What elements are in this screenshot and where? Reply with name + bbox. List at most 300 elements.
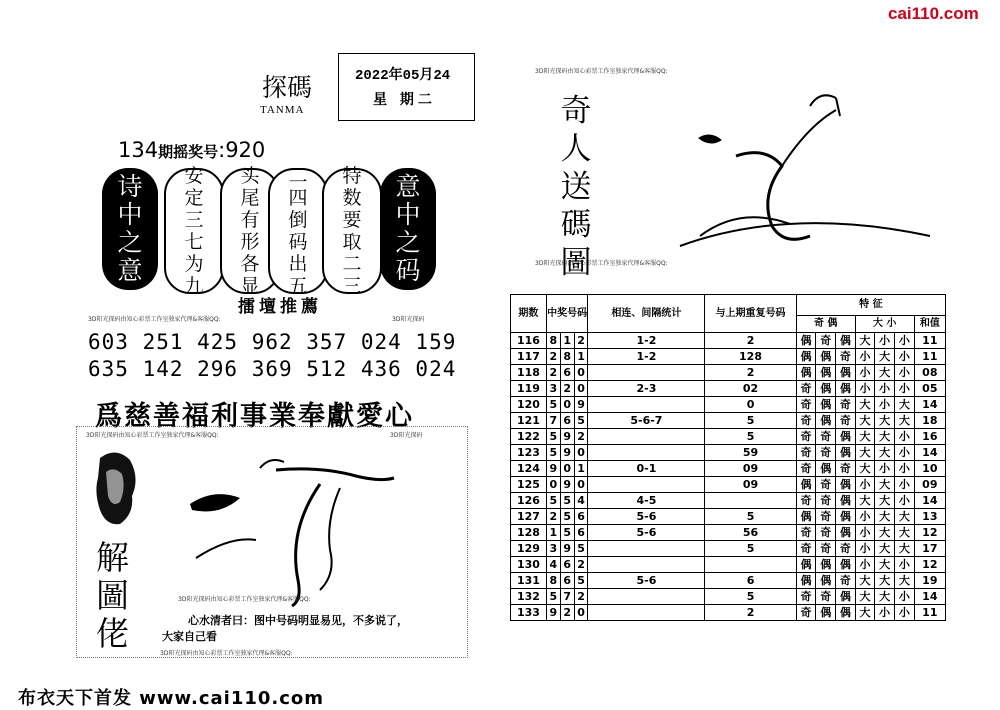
cell-digit: 7 [546,413,560,429]
cell-big-small: 大 [895,413,915,429]
draw-issue: 134 [118,138,159,162]
cell-repeat: 09 [705,461,796,477]
cell-digit: 2 [574,333,588,349]
cell-odd-even: 偶 [836,445,856,461]
cell-digit: 7 [560,589,574,605]
draw-history-table [510,294,946,621]
cell-period: 124 [511,461,547,477]
cell-digit: 9 [574,397,588,413]
cell-big-small: 小 [855,477,875,493]
qiren-char: 送 [560,169,592,205]
col-big-small: 大 小 [855,316,914,333]
banner-char: 中 [395,200,421,229]
cell-big-small: 小 [895,333,915,349]
cell-odd-even: 奇 [836,413,856,429]
cell-repeat: 5 [705,429,796,445]
cell-big-small: 大 [895,397,915,413]
cell-digit: 0 [560,397,574,413]
table-row [511,557,946,573]
cell-big-small: 小 [895,349,915,365]
cell-digit: 1 [574,461,588,477]
cell-odd-even: 奇 [836,349,856,365]
cell-consecutive: 1-2 [588,333,705,349]
cell-repeat: 02 [705,381,796,397]
cell-odd-even: 奇 [796,541,816,557]
cell-consecutive [588,397,705,413]
table-row [511,589,946,605]
col-features: 特 征 [796,295,945,316]
cell-digit: 5 [546,429,560,445]
jietu-note-bottom: 3D阳光探码由知心彩票工作室独家代理&客服QQ: [178,596,311,603]
cell-digit: 6 [560,413,574,429]
cell-odd-even: 偶 [796,557,816,573]
cell-consecutive: 0-1 [588,461,705,477]
cell-digit: 5 [546,445,560,461]
jietu-char-1: 解 [96,538,129,577]
cell-odd-even: 偶 [836,605,856,621]
cell-sum: 08 [914,365,945,381]
cell-digit: 5 [560,525,574,541]
jietu-note-short: 3D阳光探码 [390,432,423,439]
cell-big-small: 大 [875,349,895,365]
poem-line-3 [268,165,328,297]
cell-odd-even: 奇 [796,381,816,397]
cell-odd-even: 偶 [836,333,856,349]
cell-sum: 16 [914,429,945,445]
jietu-note-footer: 3D阳光探码由知心彩票工作室独家代理&客服QQ: [160,650,293,657]
cell-digit: 0 [574,477,588,493]
cell-big-small: 大 [875,477,895,493]
cell-odd-even: 偶 [816,573,836,589]
cell-repeat: 5 [705,509,796,525]
cell-consecutive [588,429,705,445]
cell-big-small: 大 [875,557,895,573]
draw-label: 期摇奖号 [158,143,219,161]
cell-period: 117 [511,349,547,365]
cell-odd-even: 偶 [836,525,856,541]
cell-repeat: 5 [705,413,796,429]
cell-sum: 11 [914,605,945,621]
cell-repeat: 5 [705,589,796,605]
cell-digit: 2 [546,509,560,525]
banner-char: 意 [395,172,421,201]
cell-big-small: 小 [875,605,895,621]
cell-digit: 5 [546,397,560,413]
cell-big-small: 小 [875,381,895,397]
poem-char: 有 [240,209,260,231]
cell-digit: 8 [546,573,560,589]
cell-period: 128 [511,525,547,541]
cell-big-small: 小 [875,461,895,477]
cell-digit: 5 [560,509,574,525]
cell-digit: 5 [574,413,588,429]
cell-big-small: 小 [895,557,915,573]
cell-digit: 5 [574,573,588,589]
cell-odd-even: 偶 [836,493,856,509]
old-man-portrait-icon [90,448,142,528]
cell-big-small: 大 [875,573,895,589]
cell-odd-even: 奇 [816,445,836,461]
poem-char: 七 [184,231,204,253]
right-banner [380,168,436,290]
cell-odd-even: 奇 [816,589,836,605]
banner-char: 码 [395,256,421,285]
cell-period: 126 [511,493,547,509]
poem-char: 九 [184,275,204,297]
cell-digit: 9 [546,605,560,621]
poem-char: 三 [184,209,204,231]
cell-big-small: 小 [895,493,915,509]
cell-odd-even: 奇 [816,541,836,557]
poem-char: 显 [240,275,260,297]
cell-digit: 0 [546,477,560,493]
cell-odd-even: 奇 [836,397,856,413]
qiren-title [556,92,596,282]
cell-big-small: 小 [895,429,915,445]
cell-sum: 13 [914,509,945,525]
cell-odd-even: 奇 [836,461,856,477]
recommend-note-short: 3D阳光探码 [392,316,425,323]
cell-big-small: 小 [855,381,875,397]
table-row [511,525,946,541]
table-row [511,541,946,557]
poem-char: 要 [342,209,362,231]
number-hint-drawing [180,440,450,610]
cell-period: 121 [511,413,547,429]
cell-odd-even: 奇 [796,589,816,605]
cell-odd-even: 奇 [796,397,816,413]
cell-digit: 9 [560,541,574,557]
recommend-note: 3D阳光探码由知心彩票工作室独家代理&客服QQ: [88,316,221,323]
poem-line-1 [164,165,224,297]
cell-repeat: 2 [705,605,796,621]
qiren-drawing [640,86,940,256]
table-row [511,493,946,509]
cell-odd-even: 偶 [836,477,856,493]
cell-period: 131 [511,573,547,589]
table-row [511,349,946,365]
weekday-line: 星 期二 [373,92,436,108]
cell-digit: 8 [560,349,574,365]
cell-big-small: 大 [855,493,875,509]
banner-char: 中 [117,200,143,229]
cell-period: 127 [511,509,547,525]
cell-odd-even: 偶 [836,557,856,573]
cell-sum: 12 [914,557,945,573]
cell-digit: 8 [546,333,560,349]
cell-period: 125 [511,477,547,493]
cell-digit: 6 [560,573,574,589]
cell-digit: 5 [560,493,574,509]
cell-consecutive [588,477,705,493]
cell-odd-even: 偶 [796,573,816,589]
cell-odd-even: 奇 [816,525,836,541]
jietu-char-2: 圖 [96,576,129,615]
recommend-title: 擂壇推薦 [238,297,322,317]
cell-digit: 1 [546,525,560,541]
cell-sum: 10 [914,461,945,477]
cell-digit: 2 [574,589,588,605]
cell-repeat: 59 [705,445,796,461]
cell-odd-even: 偶 [816,349,836,365]
cell-odd-even: 奇 [796,445,816,461]
poem-char: 三 [342,275,362,297]
cell-big-small: 大 [875,589,895,605]
cell-odd-even: 偶 [836,381,856,397]
cell-odd-even: 偶 [816,557,836,573]
date-line: 2022年05月24 [355,68,451,84]
charity-slogan: 爲慈善福利事業奉獻愛心 [95,401,414,432]
cell-digit: 4 [546,557,560,573]
cell-consecutive: 5-6 [588,509,705,525]
cell-big-small: 大 [855,461,875,477]
cell-digit: 9 [546,461,560,477]
cell-big-small: 大 [855,573,875,589]
cell-big-small: 小 [895,365,915,381]
footer-text: 布衣天下首发 www.cai110.com [18,688,325,709]
cell-repeat: 6 [705,573,796,589]
cell-consecutive: 1-2 [588,349,705,365]
cell-period: 130 [511,557,547,573]
cell-period: 119 [511,381,547,397]
recommend-row-1: 603 251 425 962 357 024 159 [88,330,457,354]
table-row [511,365,946,381]
cell-digit: 9 [560,445,574,461]
cell-big-small: 大 [875,445,895,461]
cell-odd-even: 偶 [816,365,836,381]
cell-digit: 0 [574,445,588,461]
cell-odd-even: 偶 [796,509,816,525]
table-row [511,413,946,429]
cell-big-small: 大 [895,541,915,557]
qiren-note-bottom: 3D阳光探码由知心彩票工作室独家代理&客服QQ: [535,260,668,267]
cell-repeat: 2 [705,365,796,381]
cell-period: 122 [511,429,547,445]
recommend-row-2: 635 142 296 369 512 436 024 [88,357,457,381]
cell-digit: 9 [560,477,574,493]
qiren-char: 奇 [560,93,592,129]
cell-odd-even: 奇 [816,477,836,493]
cell-repeat: 0 [705,397,796,413]
cell-digit: 2 [574,429,588,445]
cell-big-small: 小 [895,461,915,477]
cell-digit: 6 [560,365,574,381]
cell-big-small: 大 [875,525,895,541]
poem-char: 定 [184,187,204,209]
logo-subtitle: TANMA [260,104,305,116]
table-row [511,477,946,493]
qiren-char: 碼 [560,207,592,243]
cell-digit: 3 [546,541,560,557]
cell-sum: 14 [914,445,945,461]
cell-big-small: 小 [855,541,875,557]
cell-big-small: 小 [855,365,875,381]
table-row [511,381,946,397]
cell-odd-even: 奇 [796,461,816,477]
cell-odd-even: 奇 [816,509,836,525]
cell-big-small: 小 [855,557,875,573]
cell-repeat [705,557,796,573]
table-row [511,445,946,461]
table-row [511,573,946,589]
cell-period: 132 [511,589,547,605]
cell-repeat: 128 [705,349,796,365]
cell-sum: 09 [914,477,945,493]
cell-repeat: 5 [705,541,796,557]
banner-char: 之 [395,228,421,257]
cell-sum: 18 [914,413,945,429]
cell-consecutive [588,445,705,461]
poem-char: 五 [288,275,308,297]
date-box [338,53,475,121]
cell-big-small: 小 [855,525,875,541]
banner-char: 诗 [117,172,143,201]
cell-odd-even: 偶 [816,605,836,621]
cell-odd-even: 奇 [816,429,836,445]
cell-big-small: 大 [855,413,875,429]
cell-big-small: 大 [875,429,895,445]
cell-digit: 6 [574,509,588,525]
cell-odd-even: 奇 [796,605,816,621]
cell-consecutive: 5-6 [588,525,705,541]
cell-sum: 11 [914,333,945,349]
draw-number: 920 [225,138,266,162]
col-consecutive: 相连、间隔统计 [588,295,705,333]
cell-digit: 9 [560,429,574,445]
table-row [511,429,946,445]
poem-char: 尾 [240,187,260,209]
cell-big-small: 大 [855,589,875,605]
cell-sum: 14 [914,493,945,509]
poem-char: 头 [240,165,260,187]
cell-odd-even: 偶 [816,397,836,413]
col-odd-even: 奇 偶 [796,316,855,333]
cell-sum: 14 [914,589,945,605]
poem-char: 数 [342,187,362,209]
jietu-char-3: 佬 [96,614,129,653]
cell-big-small: 小 [895,589,915,605]
poem-char: 为 [184,253,204,275]
cell-digit: 2 [574,557,588,573]
cell-big-small: 大 [855,333,875,349]
cell-big-small: 大 [855,429,875,445]
cell-period: 133 [511,605,547,621]
cell-odd-even: 偶 [836,429,856,445]
cell-period: 116 [511,333,547,349]
cell-consecutive: 5-6 [588,573,705,589]
poem-char: 特 [342,165,362,187]
cell-odd-even: 偶 [796,333,816,349]
cell-repeat: 2 [705,333,796,349]
cell-repeat: 09 [705,477,796,493]
site-name[interactable]: cai110.com [888,4,979,23]
cell-big-small: 小 [895,381,915,397]
table-row [511,605,946,621]
left-banner [102,168,158,290]
cell-big-small: 大 [895,509,915,525]
cell-digit: 3 [546,381,560,397]
cell-big-small: 大 [875,413,895,429]
poem-char: 形 [240,231,260,253]
cell-period: 118 [511,365,547,381]
poem-char: 二 [288,165,308,187]
table-row [511,333,946,349]
cell-odd-even: 偶 [836,365,856,381]
cell-sum: 11 [914,349,945,365]
poem-char: 二 [342,253,362,275]
cell-consecutive: 2-3 [588,381,705,397]
cell-sum: 14 [914,397,945,413]
cell-big-small: 大 [875,493,895,509]
cell-consecutive [588,605,705,621]
cell-big-small: 大 [875,509,895,525]
jietu-note: 3D阳光探码由知心彩票工作室独家代理&客服QQ: [86,432,219,439]
poem-char: 四 [288,187,308,209]
cell-digit: 5 [546,589,560,605]
cell-sum: 17 [914,541,945,557]
jietu-caption-2: 大家自己看 [162,630,217,643]
cell-consecutive [588,557,705,573]
cell-big-small: 小 [895,445,915,461]
cell-big-small: 小 [895,477,915,493]
cell-odd-even: 偶 [796,365,816,381]
cell-odd-even: 奇 [836,573,856,589]
cell-period: 123 [511,445,547,461]
cell-sum: 19 [914,573,945,589]
cell-consecutive [588,365,705,381]
logo-title: 探碼 [262,73,313,102]
cell-digit: 2 [560,381,574,397]
cell-odd-even: 偶 [816,381,836,397]
cell-odd-even: 偶 [816,461,836,477]
cell-odd-even: 奇 [836,541,856,557]
cell-big-small: 小 [875,333,895,349]
cell-sum: 05 [914,381,945,397]
poem-char: 码 [288,231,308,253]
col-sum: 和值 [914,316,945,333]
col-period: 期数 [511,295,547,333]
cell-digit: 0 [560,461,574,477]
cell-odd-even: 偶 [816,413,836,429]
table-row [511,509,946,525]
cell-big-small: 小 [855,509,875,525]
cell-big-small: 小 [855,349,875,365]
cell-digit: 4 [574,493,588,509]
qiren-char: 圖 [560,245,592,281]
poem-char: 倒 [288,209,308,231]
poem-char: 取 [342,231,362,253]
cell-digit: 0 [574,381,588,397]
cell-big-small: 大 [895,525,915,541]
cell-odd-even: 偶 [836,509,856,525]
banner-char: 意 [117,256,143,285]
table-row [511,397,946,413]
cell-odd-even: 偶 [796,477,816,493]
cell-period: 129 [511,541,547,557]
cell-big-small: 小 [875,397,895,413]
cell-odd-even: 奇 [796,525,816,541]
cell-odd-even: 奇 [796,493,816,509]
cell-big-small: 大 [855,445,875,461]
cell-digit: 5 [546,493,560,509]
cell-consecutive: 5-6-7 [588,413,705,429]
cell-digit: 6 [574,525,588,541]
poem-char: 各 [240,253,260,275]
qiren-note: 3D阳光探码由知心彩票工作室独家代理&客服QQ: [535,68,668,75]
col-winning: 中奖号码 [546,295,588,333]
cell-digit: 1 [574,349,588,365]
draw-result: 134期摇奖号:920 [118,138,266,162]
